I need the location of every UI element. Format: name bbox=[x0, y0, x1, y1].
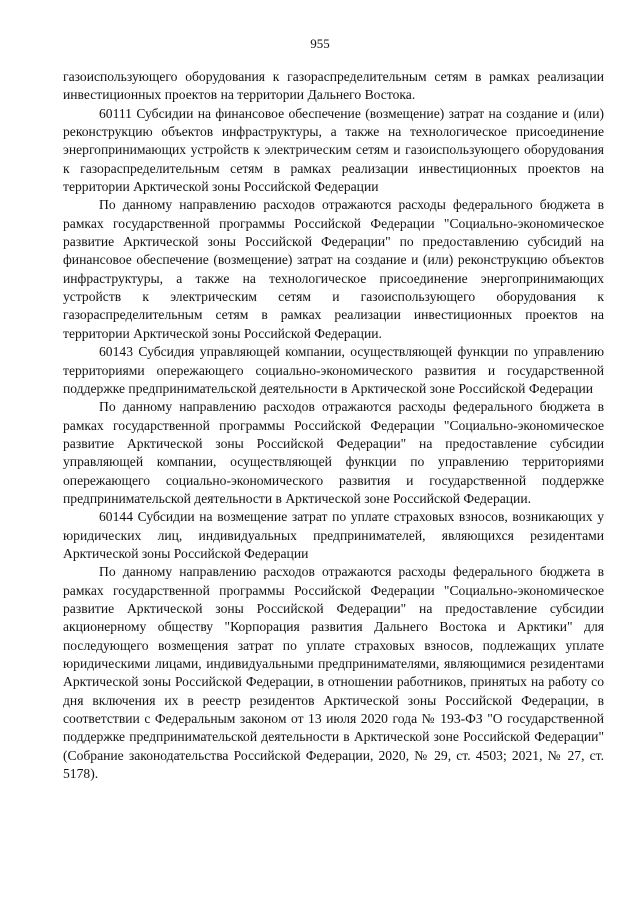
document-body bbox=[63, 68, 604, 783]
paragraph-60144-description: По данному направлению расходов отражаются расходы федерального бюджета в рамках государственной программы Российской Федерации "Социально-экономическое развитие Арктической зоны Российской Федерации" на предоставление субсидии акционерному обществу "Корпорация развития Дальнего Востока и Арктики" для последующего возмещения затрат по уплате страховых взносов, подлежащих уплате юридическими лицами, индивидуальными предпринимателями, являющимися резидентами Арктической зоны Российской Федерации, в отношении работников, принятых на работу со дня включения их в реестр резидентов Арктической зоны Российской Федерации, в соответствии с Федеральным законом от 13 июля 2020 года № 193-ФЗ "О государственной поддержке предпринимательской деятельности в Арктической зоне Российской Федерации" (Собрание законодательства Российской Федерации, 2020, № 29, ст. 4503; 2021, № 27, ст. 5178). bbox=[63, 564, 604, 782]
paragraph-60144-heading: 60144 Субсидии на возмещение затрат по уплате страховых взносов, возникающих у юридических лиц, индивидуальных предпринимателей, являющихся резидентами Арктической зоны Российской Федерации bbox=[63, 509, 604, 561]
paragraph-60143-heading: 60143 Субсидия управляющей компании, осуществляющей функции по управлению территориями опережающего социально-экономического развития и государственной поддержке предпринимательской деятельности в Арктической зоне Российской Федерации bbox=[63, 344, 604, 396]
paragraph-60111-description: По данному направлению расходов отражаются расходы федерального бюджета в рамках государственной программы Российской Федерации "Социально-экономическое развитие Арктической зоны Российской Федерации" по предоставлению субсидий на финансовое обеспечение (возмещение) затрат на создание и (или) реконструкцию объектов инфраструктуры, а также на технологическое присоединение энергопринимающих устройств к электрическим сетям и газоиспользующего оборудования к газораспределительным сетям в рамках реализации инвестиционных проектов на территории Арктической зоны Российской Федерации. bbox=[63, 197, 604, 341]
page-number: 955 bbox=[310, 36, 330, 51]
paragraph-60143-description: По данному направлению расходов отражаются расходы федерального бюджета в рамках государственной программы Российской Федерации "Социально-экономическое развитие Арктической зоны Российской Федерации" на предоставление субсидии управляющей компании, осуществляющей функции по управлению территориями опережающего социально-экономического развития и государственной поддержке предпринимательской деятельности в Арктической зоне Российской Федерации. bbox=[63, 399, 604, 506]
paragraph-60111-heading: 60111 Субсидии на финансовое обеспечение (возмещение) затрат на создание и (или) реконструкцию объектов инфраструктуры, а также на технологическое присоединение энергопринимающих устройств к электрическим сетям и газоиспользующего оборудования к газораспределительным сетям в рамках реализации инвестиционных проектов на территории Арктической зоны Российской Федерации bbox=[63, 105, 604, 195]
paragraph-continuation: газоиспользующего оборудования к газораспределительным сетям в рамках реализации инвестиционных проектов на территории Дальнего Востока. bbox=[63, 69, 604, 103]
